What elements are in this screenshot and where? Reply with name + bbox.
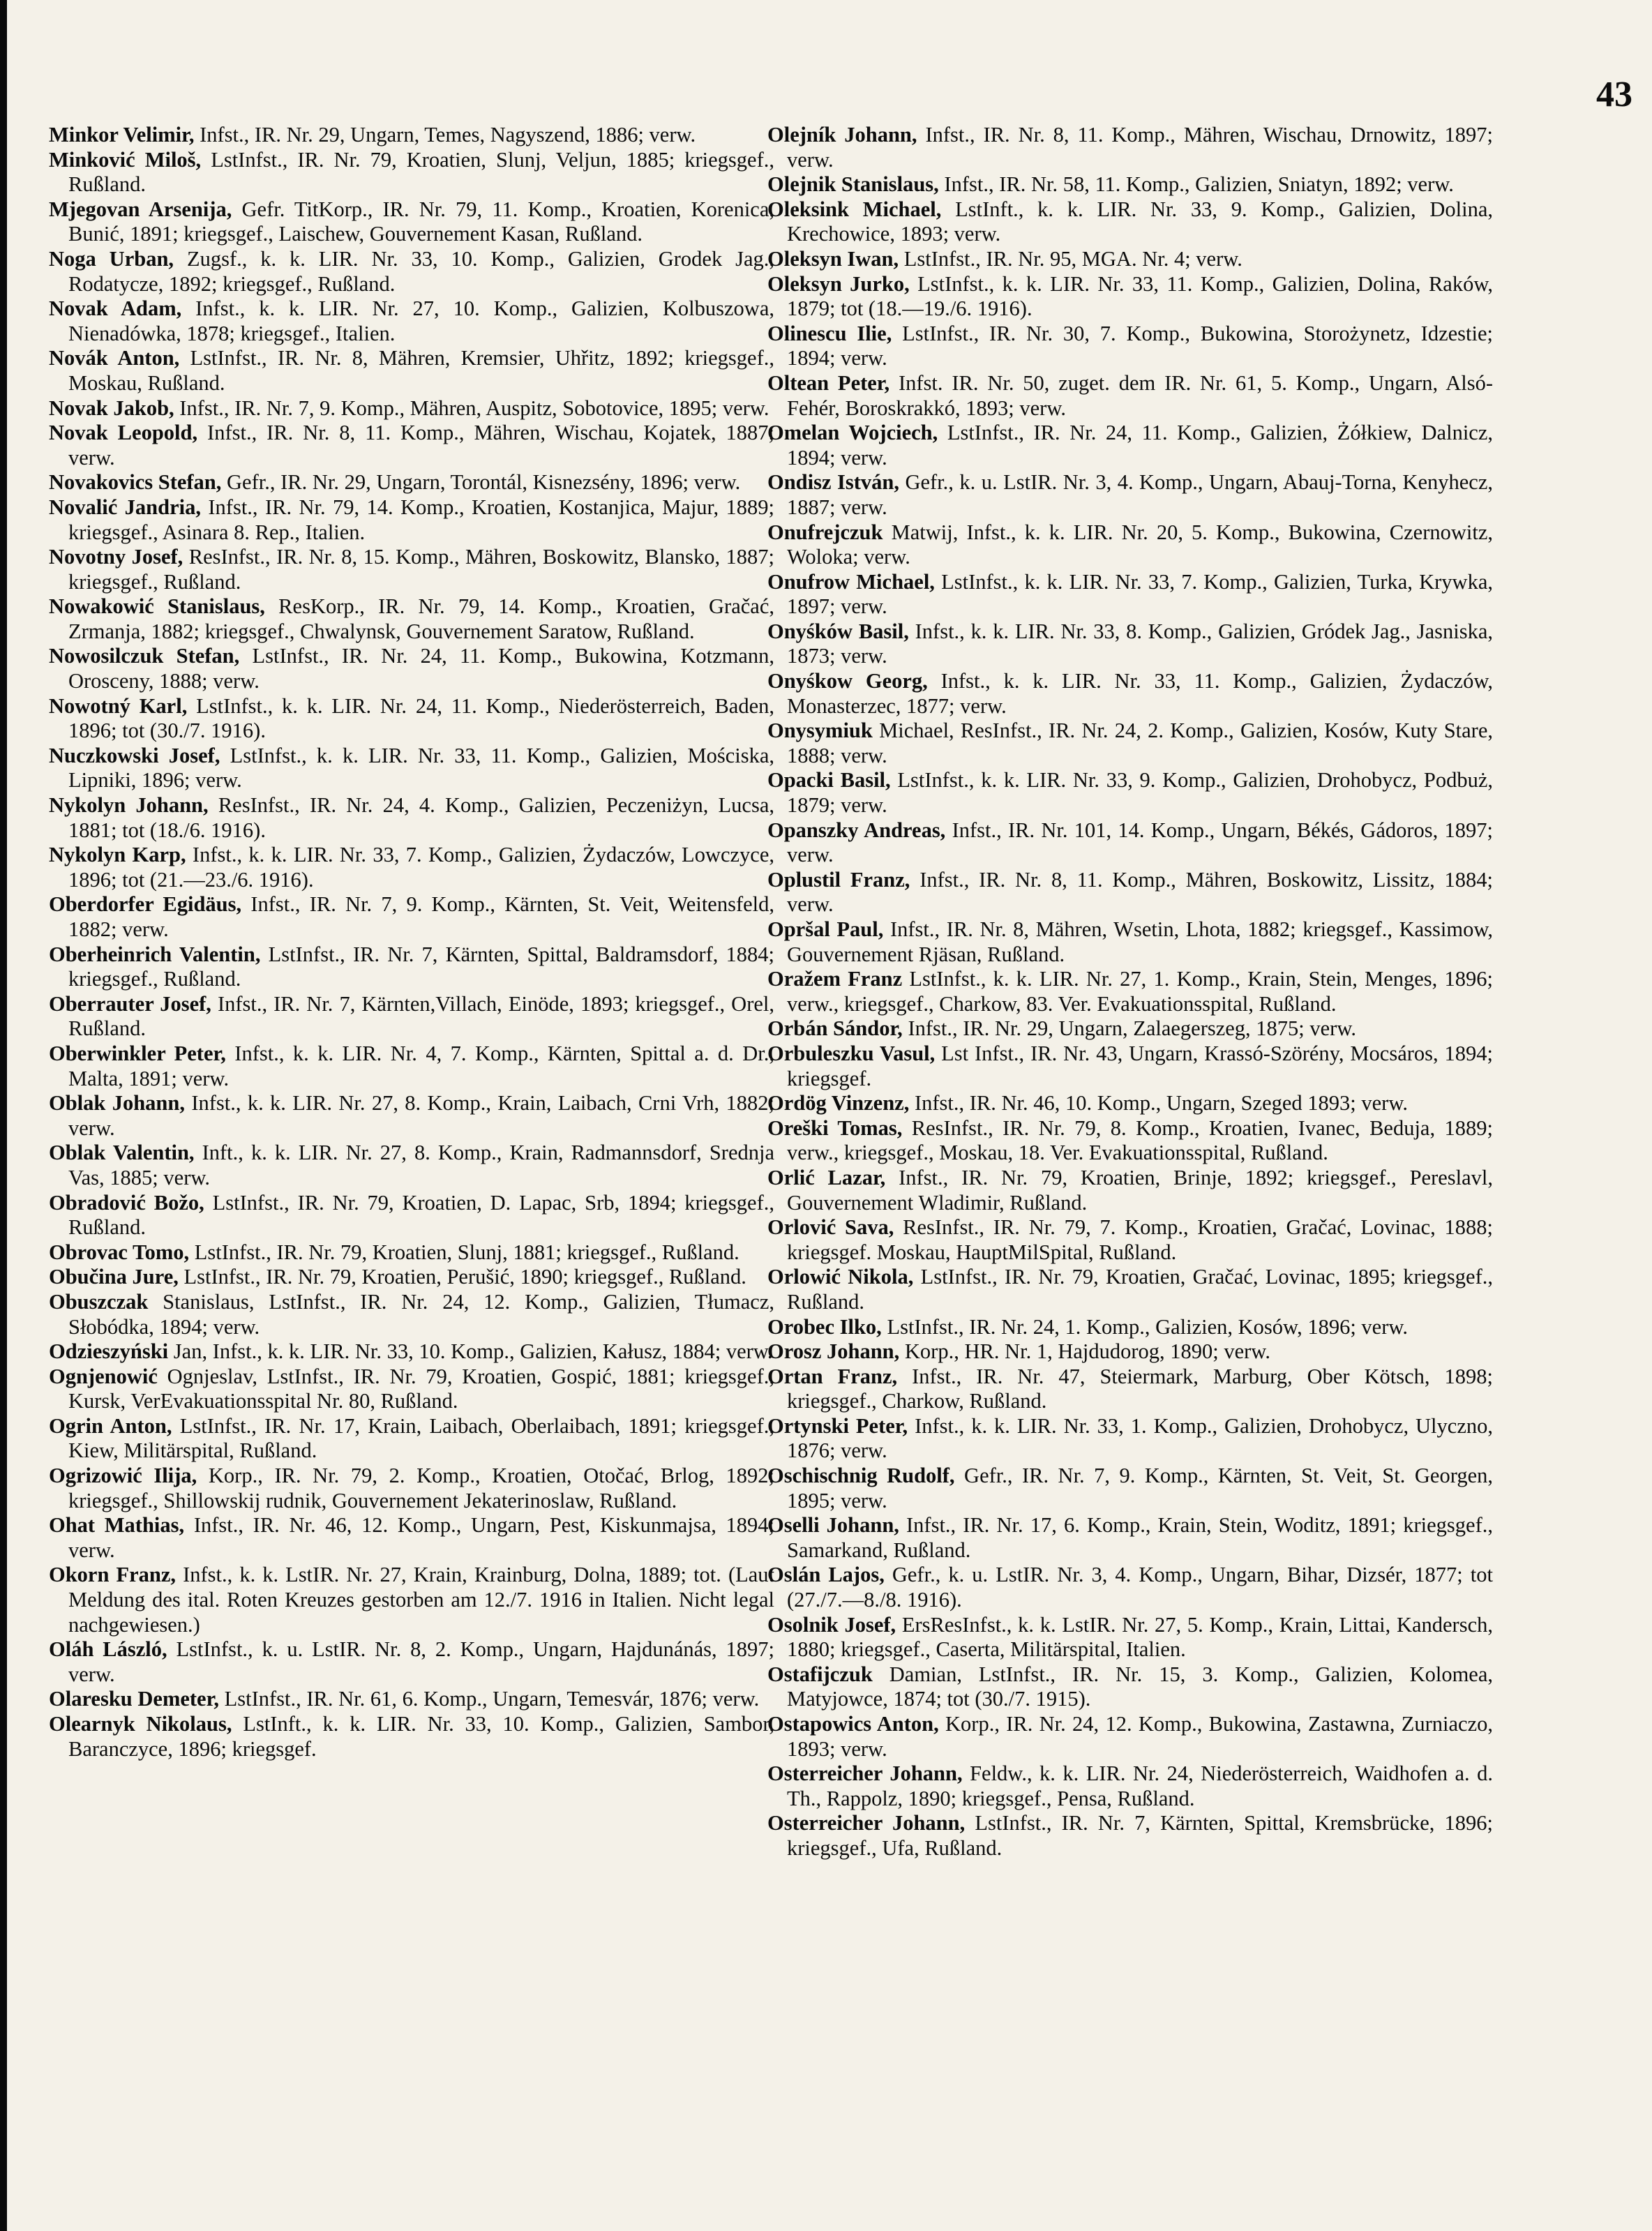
entry-details: LstInfst., IR. Nr. 30, 7. Komp., Bukowina, Storożynetz, Idzestie; 1894; verw. (787, 321, 1493, 370)
entry-details: Infst., k. k. LIR. Nr. 27, 8. Komp., Krain, Laibach, Crni Vrh, 1882; verw. (68, 1091, 774, 1140)
entry-name: Obuszczak (49, 1289, 149, 1314)
entry-details: Infst., IR. Nr. 8, 11. Komp., Mähren, Wischau, Kojatek, 1887; verw. (68, 421, 774, 470)
left-column (49, 123, 774, 1761)
entry-details: Infst., IR. Nr. 7, Kärnten,Villach, Einöde, 1893; kriegsgef., Orel, Rußland. (68, 991, 774, 1041)
entry-name: Onufrow Michael, (767, 569, 935, 594)
entry-name: Ohat Mathias, (49, 1513, 185, 1538)
list-entry (767, 1042, 1493, 1091)
list-entry (767, 1464, 1493, 1513)
list-entry (49, 1563, 774, 1637)
list-entry (767, 470, 1493, 520)
entry-name: Orlić Lazar, (767, 1165, 886, 1189)
entry-details: LstInfst., k. k. LIR. Nr. 33, 11. Komp., Galizien, Dolina, Raków, 1879; tot (18.—19./6. 1916). (787, 271, 1493, 321)
list-entry (49, 1042, 774, 1091)
entry-name: Opanszky Andreas, (767, 818, 946, 842)
entry-name: Novotny Josef, (49, 545, 183, 569)
entry-name: Ogrizowić Ilija, (49, 1464, 197, 1488)
entry-name: Orlowić Nikola, (767, 1265, 914, 1289)
list-entry (767, 1315, 1493, 1340)
entry-details: LstInfst., k. k. LIR. Nr. 33, 9. Komp., Galizien, Drohobycz, Podbuż, 1879; verw. (787, 768, 1493, 818)
list-entry (767, 272, 1493, 322)
list-entry (49, 197, 774, 247)
list-entry (49, 1290, 774, 1339)
entry-name: Oražem Franz (767, 967, 903, 991)
entry-details: LstInfst., IR. Nr. 8, Mähren, Kremsier, Uhřitz, 1892; kriegsgef., Moskau, Rußland. (68, 346, 774, 395)
list-entry (49, 942, 774, 992)
list-entry (767, 1811, 1493, 1861)
entry-details: Infst., IR. Nr. 79, Kroatien, Brinje, 1892; kriegsgef., Pereslavl, Gouvernement Wladimir, Rußland. (787, 1165, 1493, 1215)
entry-name: Oleksyn Jurko, (767, 271, 910, 296)
list-entry (49, 296, 774, 346)
entry-details: LstInfst., k. k. LIR. Nr. 33, 7. Komp., Galizien, Turka, Krywka, 1897; verw. (787, 569, 1493, 619)
list-entry (49, 1513, 774, 1563)
entry-name: Oblak Valentin, (49, 1141, 195, 1165)
entry-details: Zugsf., k. k. LIR. Nr. 33, 10. Komp., Galizien, Grodek Jag., Rodatycze, 1892; kriegsgef., Rußland. (68, 246, 775, 296)
list-entry (49, 495, 774, 545)
list-entry (767, 570, 1493, 619)
entry-details: Inft., k. k. LIR. Nr. 27, 8. Komp., Krain, Radmannsdorf, Srednja Vas, 1885; verw. (68, 1141, 774, 1189)
entry-name: Oselli Johann, (767, 1513, 899, 1538)
entry-name: Okorn Franz, (49, 1563, 177, 1587)
entry-details: Infst., IR. Nr. 58, 11. Komp., Galizien, Sniatyn, 1892; verw. (938, 172, 1454, 197)
entry-name: Novalić Jandria, (49, 495, 201, 519)
list-entry (767, 1662, 1493, 1712)
entry-name: Oleksyn Iwan, (767, 246, 899, 271)
entry-details: Infst., IR. Nr. 17, 6. Komp., Krain, Stein, Woditz, 1891; kriegsgef., Samarkand, Rußland. (787, 1513, 1493, 1562)
list-entry (49, 1240, 774, 1265)
entry-details: Infst., IR. Nr. 46, 12. Komp., Ungarn, Pest, Kiskunmajsa, 1894; verw. (68, 1513, 774, 1562)
entry-details: LstInfst., IR. Nr. 95, MGA. Nr. 4; verw. (899, 246, 1242, 271)
entry-name: Novák Anton, (49, 346, 180, 370)
entry-name: Obradović Božo, (49, 1190, 204, 1215)
entry-name: Odzieszyński (49, 1339, 169, 1364)
entry-name: Ondisz István, (767, 470, 899, 495)
entry-name: Oberwinkler Peter, (49, 1041, 226, 1065)
entry-details: Korp., HR. Nr. 1, Hajdudorog, 1890; verw. (899, 1339, 1270, 1364)
entry-details: ResKorp., IR. Nr. 79, 14. Komp., Kroatien, Gračać, Zrmanja, 1882; kriegsgef., Chwalynsk, Gouvernement Saratow, Rußland. (68, 594, 774, 643)
entry-name: Oleksink Michael, (767, 197, 942, 221)
entry-details: Gefr. TitKorp., IR. Nr. 79, 11. Komp., Kroatien, Korenica, Bunić, 1891; kriegsgef., Laischew, Gouvernement Kasan, Rußland. (68, 197, 774, 246)
entry-details: Infst., k. k. LIR. Nr. 4, 7. Komp., Kärnten, Spittal a. d. Dr., Malta, 1891; verw. (68, 1041, 774, 1090)
list-entry (49, 1191, 774, 1240)
entry-details: Korp., IR. Nr. 79, 2. Komp., Kroatien, Otočać, Brlog, 1892; kriegsgef., Shillowskij rudnik, Gouvernement Jekaterinoslaw, Rußland. (68, 1464, 774, 1512)
entry-details: LstInfst., IR. Nr. 24, 1. Komp., Galizien, Kosów, 1896; verw. (881, 1314, 1409, 1339)
entry-details: Infst., IR. Nr. 7, 9. Komp., Kärnten, St. Veit, Weitensfeld, 1882; verw. (68, 892, 774, 941)
entry-details: Infst., IR. Nr. 47, Steiermark, Marburg, Ober Kötsch, 1898; kriegsgef., Charkow, Rußland. (787, 1364, 1493, 1413)
entry-details: ResInfst., IR. Nr. 79, 8. Komp., Kroatien, Ivanec, Beduja, 1889; verw., kriegsgef., Moskau, 18. Ver. Evakuationsspital, Rußland. (787, 1116, 1493, 1165)
entry-name: Osolnik Josef, (767, 1612, 896, 1637)
entry-name: Olaresku Demeter, (49, 1687, 219, 1711)
entry-name: Novakovics Stefan, (49, 470, 222, 495)
entry-details: LstInfst., IR. Nr. 79, Kroatien, Slunj, Veljun, 1885; kriegsgef., Rußland. (68, 147, 774, 197)
entry-details: Infst., IR. Nr. 7, 9. Komp., Mähren, Auspitz, Sobotovice, 1895; verw. (174, 396, 769, 420)
list-entry (767, 1761, 1493, 1811)
entry-details: LstInfst., IR. Nr. 61, 6. Komp., Ungarn, Temesvár, 1876; verw. (218, 1687, 760, 1711)
entry-name: Nuczkowski Josef, (49, 743, 220, 767)
entry-name: Oplustil Franz, (767, 867, 910, 892)
list-entry (49, 1464, 774, 1513)
list-entry (49, 421, 774, 470)
entry-details: LstInfst., k. u. LstIR. Nr. 8, 2. Komp., Ungarn, Hajdunánás, 1897; verw. (68, 1637, 774, 1686)
list-entry (49, 1141, 774, 1190)
entry-name: Oberrauter Josef, (49, 991, 211, 1016)
list-entry (49, 992, 774, 1042)
entry-details: Infst., k. k. LIR. Nr. 33, 1. Komp., Galizien, Drohobycz, Ulyczno, 1876; verw. (787, 1413, 1493, 1463)
entry-details: Ognjeslav, LstInfst., IR. Nr. 79, Kroatien, Gospić, 1881; kriegsgef., Kursk, VerEvakuationsspital Nr. 80, Rußland. (68, 1364, 774, 1413)
entry-name: Oslán Lajos, (767, 1563, 885, 1587)
list-entry (767, 619, 1493, 669)
entry-name: Ogrin Anton, (49, 1413, 172, 1438)
entry-name: Nowotný Karl, (49, 693, 188, 718)
entry-details: Matwij, Infst., k. k. LIR. Nr. 20, 5. Komp., Bukowina, Czernowitz, Woloka; verw. (787, 520, 1493, 569)
entry-details: LstInfst., IR. Nr. 79, Kroatien, Perušić, 1890; kriegsgef., Rußland. (178, 1265, 746, 1289)
list-entry (49, 148, 774, 197)
list-entry (767, 1116, 1493, 1166)
list-entry (49, 892, 774, 942)
list-entry (49, 644, 774, 693)
entry-details: LstInfst., IR. Nr. 79, Kroatien, D. Lapac, Srb, 1894; kriegsgef., Rußland. (68, 1190, 774, 1240)
entry-details: Stanislaus, LstInfst., IR. Nr. 24, 12. Komp., Galizien, Tłumacz, Słobódka, 1894; verw. (68, 1289, 774, 1339)
entry-details: LstInfst., IR. Nr. 7, Kärnten, Spittal, Kremsbrücke, 1896; kriegsgef., Ufa, Rußland. (787, 1811, 1493, 1860)
entry-name: Osterreicher Johann, (767, 1761, 963, 1786)
entry-name: Novak Adam, (49, 296, 182, 321)
entry-details: Infst., IR. Nr. 8, 11. Komp., Mähren, Wischau, Drnowitz, 1897; verw. (787, 123, 1493, 172)
list-entry (767, 322, 1493, 371)
entry-details: Infst., k. k. LIR. Nr. 33, 11. Komp., Galizien, Żydaczów, Monasterzec, 1877; verw. (787, 669, 1493, 718)
entry-details: Infst., IR. Nr. 79, 14. Komp., Kroatien, Kostanjica, Majur, 1889; kriegsgef., Asinara 8. Rep., Italien. (68, 495, 774, 544)
list-entry (767, 371, 1493, 421)
entry-name: Oláh László, (49, 1637, 167, 1662)
list-entry (49, 594, 774, 644)
entry-name: Osterreicher Johann, (767, 1811, 966, 1835)
entry-details: Gefr., k. u. LstIR. Nr. 3, 4. Komp., Ungarn, Abauj-Torna, Kenyhecz, 1887; verw. (787, 470, 1493, 519)
list-entry (49, 843, 774, 892)
entry-name: Oberheinrich Valentin, (49, 942, 261, 966)
entry-details: Jan, Infst., k. k. LIR. Nr. 33, 10. Komp., Galizien, Kałusz, 1884; verw. (168, 1339, 773, 1364)
list-entry (767, 917, 1493, 967)
list-entry (767, 172, 1493, 197)
list-entry (767, 669, 1493, 719)
entry-name: Ognjenowić (49, 1364, 158, 1388)
list-entry (767, 868, 1493, 917)
list-entry (767, 719, 1493, 768)
entry-name: Olejnik Stanislaus, (767, 172, 939, 197)
entry-details: LstInft., k. k. LIR. Nr. 33, 9. Komp., Galizien, Dolina, Krechowice, 1893; verw. (787, 197, 1493, 246)
entry-name: Ordög Vinzenz, (767, 1091, 910, 1116)
list-entry (767, 967, 1493, 1016)
list-entry (767, 1712, 1493, 1761)
entry-name: Onysymiuk (767, 719, 873, 743)
entry-name: Novak Jakob, (49, 396, 174, 420)
entry-details: LstInfst., k. k. LIR. Nr. 27, 1. Komp., Krain, Stein, Menges, 1896; verw., kriegsgef., Charkow, 83. Ver. Evakuationsspital, Rußland. (787, 967, 1493, 1016)
entry-name: Olearnyk Nikolaus, (49, 1712, 232, 1736)
entry-details: LstInft., k. k. LIR. Nr. 33, 10. Komp., Galizien, Sambor, Baranczyce, 1896; kriegsgef. (68, 1712, 774, 1761)
list-entry (767, 1016, 1493, 1042)
list-entry (767, 520, 1493, 570)
entry-name: Noga Urban, (49, 246, 174, 271)
entry-name: Nykolyn Karp, (49, 843, 186, 867)
entry-name: Nowakowić Stanislaus, (49, 594, 265, 619)
entry-details: Feldw., k. k. LIR. Nr. 24, Niederösterreich, Waidhofen a. d. Th., Rappolz, 1890; kriegsgef., Pensa, Rußland. (787, 1761, 1493, 1810)
entry-details: Infst., IR. Nr. 46, 10. Komp., Ungarn, Szeged 1893; verw. (909, 1091, 1409, 1116)
list-entry (767, 1365, 1493, 1414)
entry-name: Orobec Ilko, (767, 1314, 882, 1339)
entry-details: Infst., IR. Nr. 8, 11. Komp., Mähren, Boskowitz, Lissitz, 1884; verw. (787, 867, 1493, 917)
entry-details: Korp., IR. Nr. 24, 12. Komp., Bukowina, Zastawna, Zurniaczo, 1893; verw. (787, 1712, 1493, 1761)
entry-name: Onyśków Basil, (767, 619, 909, 643)
entry-details: LstInfst., IR. Nr. 24, 11. Komp., Galizien, Żółkiew, Dalnicz, 1894; verw. (787, 421, 1493, 470)
list-entry (49, 123, 774, 148)
entry-name: Ortan Franz, (767, 1364, 898, 1388)
entry-name: Orlović Sava, (767, 1215, 894, 1240)
entry-name: Oblak Johann, (49, 1091, 185, 1116)
right-column (767, 123, 1493, 1861)
document-page (7, 0, 1652, 2231)
entry-details: LstInfst., IR. Nr. 79, Kroatien, Gračać, Lovinac, 1895; kriegsgef., Rußland. (787, 1265, 1493, 1314)
entry-details: LstInfst., k. k. LIR. Nr. 33, 11. Komp., Galizien, Mościska, Lipniki, 1896; verw. (68, 743, 774, 793)
list-entry (49, 744, 774, 793)
list-entry (49, 1365, 774, 1414)
entry-name: Onufrejczuk (767, 520, 883, 544)
list-entry (767, 1414, 1493, 1464)
entry-name: Novak Leopold, (49, 421, 198, 445)
list-entry (49, 1414, 774, 1464)
entry-details: Infst. IR. Nr. 50, zuget. dem IR. Nr. 61, 5. Komp., Ungarn, Alsó-Fehér, Boroskrakkó, 1893; verw. (787, 370, 1493, 420)
entry-details: Infst., k. k. LIR. Nr. 33, 8. Komp., Galizien, Gródek Jag., Jasniska, 1873; verw. (787, 619, 1493, 668)
entry-details: Gefr., k. u. LstIR. Nr. 3, 4. Komp., Ungarn, Bihar, Dizsér, 1877; tot (27./7.—8./8. 1916). (787, 1563, 1493, 1612)
entry-details: Gefr., IR. Nr. 29, Ungarn, Torontál, Kisnezsény, 1896; verw. (221, 470, 741, 495)
entry-details: ResInfst., IR. Nr. 8, 15. Komp., Mähren, Boskowitz, Blansko, 1887; kriegsgef., Rußland. (68, 545, 774, 594)
entry-name: Mjegovan Arsenija, (49, 197, 232, 221)
entry-details: ResInfst., IR. Nr. 79, 7. Komp., Kroatien, Gračać, Lovinac, 1888; kriegsgef. Moskau, HauptMilSpital, Rußland. (787, 1215, 1493, 1264)
list-entry (767, 1265, 1493, 1314)
list-entry (767, 1166, 1493, 1215)
entry-details: LstInfst., k. k. LIR. Nr. 24, 11. Komp., Niederösterreich, Baden, 1896; tot (30./7. 1916). (68, 693, 774, 743)
entry-details: Damian, LstInfst., IR. Nr. 15, 3. Komp., Galizien, Kolomea, Matyjowce, 1874; tot (30./7. 1915). (787, 1662, 1493, 1711)
page-number: 43 (1596, 75, 1632, 114)
entry-name: Opacki Basil, (767, 768, 891, 793)
entry-name: Oberdorfer Egidäus, (49, 892, 242, 917)
entry-details: Lst Infst., IR. Nr. 43, Ungarn, Krassó-Szörény, Mocsáros, 1894; kriegsgef. (787, 1041, 1493, 1090)
list-entry (767, 1215, 1493, 1265)
entry-name: Oschischnig Rudolf, (767, 1464, 955, 1488)
entry-details: LstInfst., IR. Nr. 17, Krain, Laibach, Oberlaibach, 1891; kriegsgef., Kiew, Militärspital, Rußland. (68, 1413, 774, 1463)
list-entry (767, 768, 1493, 818)
list-entry (767, 1339, 1493, 1365)
entry-name: Ortynski Peter, (767, 1413, 908, 1438)
entry-name: Obučina Jure, (49, 1265, 179, 1289)
entry-details: Gefr., IR. Nr. 7, 9. Komp., Kärnten, St. Veit, St. Georgen, 1895; verw. (787, 1464, 1493, 1512)
entry-details: Infst., IR. Nr. 8, Mähren, Wsetin, Lhota, 1882; kriegsgef., Kassimow, Gouvernement Rjäsan, Rußland. (787, 917, 1493, 966)
entry-details: Michael, ResInfst., IR. Nr. 24, 2. Komp., Galizien, Kosów, Kuty Stare, 1888; verw. (787, 719, 1493, 767)
list-entry (49, 396, 774, 421)
entry-name: Minkor Velimir, (49, 123, 195, 147)
list-entry (767, 123, 1493, 172)
entry-name: Nykolyn Johann, (49, 793, 209, 818)
list-entry (49, 793, 774, 843)
entry-details: ErsResInfst., k. k. LstIR. Nr. 27, 5. Komp., Krain, Littai, Kandersch, 1880; kriegsgef., Caserta, Militärspital, Italien. (787, 1612, 1493, 1662)
entry-details: Infst., IR. Nr. 29, Ungarn, Zalaegerszeg, 1875; verw. (902, 1016, 1357, 1041)
entry-name: Opršal Paul, (767, 917, 884, 941)
list-entry (767, 421, 1493, 470)
entry-details: LstInfst., IR. Nr. 7, Kärnten, Spittal, Baldramsdorf, 1884; kriegsgef., Rußland. (68, 942, 775, 991)
entry-details: Infst., k. k. LIR. Nr. 33, 7. Komp., Galizien, Żydaczów, Lowczyce, 1896; tot (21.—23./6. 1916). (68, 843, 774, 892)
entry-name: Orbán Sándor, (767, 1016, 903, 1041)
entry-details: LstInfst., IR. Nr. 79, Kroatien, Slunj, 1881; kriegsgef., Rußland. (189, 1240, 739, 1264)
entry-name: Ostapowics Anton, (767, 1712, 939, 1736)
list-entry (49, 1339, 774, 1365)
list-entry (767, 1563, 1493, 1612)
list-entry (767, 1513, 1493, 1563)
list-entry (767, 247, 1493, 272)
entry-name: Oltean Peter, (767, 370, 890, 395)
entry-details: Infst., IR. Nr. 101, 14. Komp., Ungarn, Békés, Gádoros, 1897; verw. (787, 818, 1493, 867)
entry-details: Infst., k. k. LIR. Nr. 27, 10. Komp., Galizien, Kolbuszowa, Nienadówka, 1878; kriegsgef., Italien. (68, 296, 774, 345)
list-entry (49, 1265, 774, 1290)
entry-details: LstInfst., IR. Nr. 24, 11. Komp., Bukowina, Kotzmann, Orosceny, 1888; verw. (68, 644, 774, 693)
list-entry (49, 346, 774, 396)
entry-details: ResInfst., IR. Nr. 24, 4. Komp., Galizien, Peczeniżyn, Lucsa, 1881; tot (18./6. 1916). (68, 793, 774, 842)
entry-name: Ostafijczuk (767, 1662, 873, 1686)
list-entry (49, 1637, 774, 1687)
entry-name: Minković Miloš, (49, 147, 202, 172)
entry-name: Obrovac Tomo, (49, 1240, 190, 1264)
entry-name: Orbuleszku Vasul, (767, 1041, 936, 1065)
entry-name: Omelan Wojciech, (767, 421, 938, 445)
list-entry (49, 470, 774, 495)
entry-name: Olejník Johann, (767, 123, 917, 147)
list-entry (49, 1687, 774, 1712)
entry-name: Oreški Tomas, (767, 1116, 903, 1140)
list-entry (49, 1712, 774, 1761)
list-entry (49, 247, 774, 296)
list-entry (49, 1091, 774, 1141)
list-entry (49, 694, 774, 744)
entry-details: Infst., IR. Nr. 29, Ungarn, Temes, Nagyszend, 1886; verw. (194, 123, 696, 147)
list-entry (767, 818, 1493, 868)
entry-name: Orosz Johann, (767, 1339, 900, 1364)
entry-name: Olinescu Ilie, (767, 321, 892, 345)
entry-name: Nowosilczuk Stefan, (49, 644, 240, 668)
entry-name: Onyśkow Georg, (767, 669, 928, 693)
list-entry (49, 545, 774, 594)
list-entry (767, 197, 1493, 247)
list-entry (767, 1091, 1493, 1116)
entry-details: Infst., k. k. LstIR. Nr. 27, Krain, Krainburg, Dolna, 1889; tot. (Laut Meldung des ital. Roten Kreuzes gestorben am 12./7. 1916 in Italien. Nicht legal nachgewiesen.) (68, 1563, 774, 1637)
list-entry (767, 1613, 1493, 1662)
